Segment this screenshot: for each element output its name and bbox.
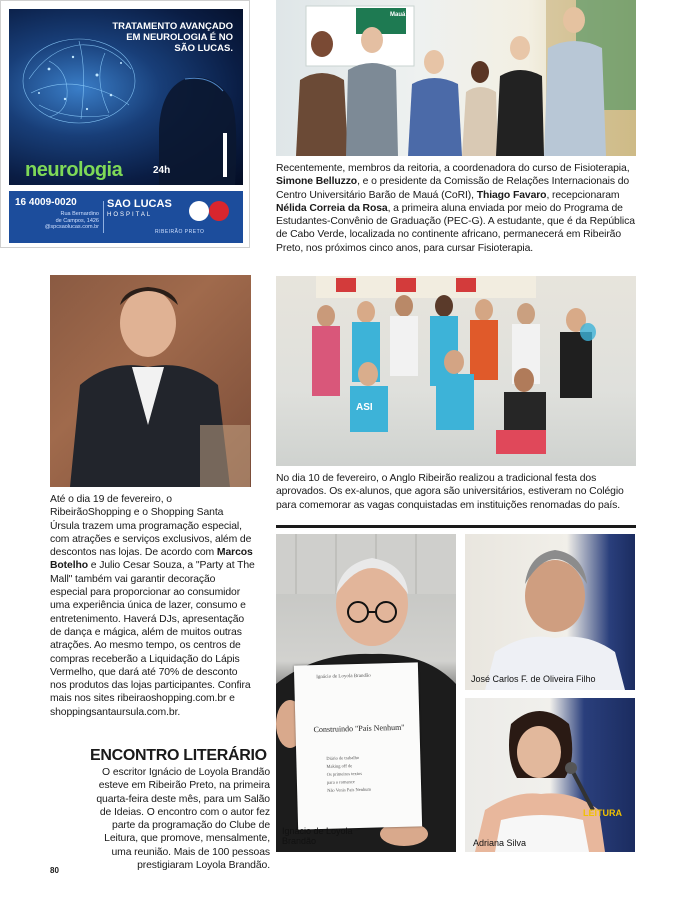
ad-divider: [103, 201, 104, 233]
shopping-article: [50, 493, 255, 719]
sign-text: Mauá: [390, 12, 406, 18]
ignacio-photo: [276, 534, 456, 852]
star-seal-icon: [209, 201, 229, 221]
ad-phone: 16 4009-0020: [15, 197, 77, 208]
hospital-logo: [107, 199, 172, 221]
group-photo-icon: [276, 0, 636, 156]
accreditation-seal-icon: [189, 201, 209, 221]
reitoria-group-photo: [276, 0, 636, 156]
manuscript-title: Construindo "País Nenhum": [313, 722, 405, 735]
literario-article-text: O escritor Ignácio de Loyola Brandão esteve em Ribeirão Preto, na primeira quarta-feira deste mês, para um Salão de Ideias. O encontro com o autor fez parte da programação do Clube de Leitura, que promove, mensalmente, uma reunião. Mais de 100 pessoas prestigiaram Loyola Brandão.: [96, 767, 270, 872]
manuscript-line: Não Verás País Nenhum: [327, 786, 371, 793]
manuscript-line: para o romance: [326, 779, 355, 785]
shopping-executive-photo: [50, 275, 251, 487]
hospital-city: RIBEIRÃO PRETO: [155, 229, 205, 235]
ad-brand-word: neurologia: [25, 159, 123, 181]
jose-label: José Carlos F. de Oliveira Filho: [471, 674, 596, 684]
manuscript-lines: [326, 754, 371, 795]
hospital-name: SAO LUCAS: [107, 198, 172, 210]
anglo-caption-text: No dia 10 de fevereiro, o Anglo Ribeirão realizou a tradicional festa dos aprovados. Os ex-alunos, que agora são universitários, estiveram no Colégio para comemorar as vagas conquistadas em instituições renomadas do país.: [276, 473, 624, 511]
portrait-icon: [50, 275, 251, 487]
portrait-icon: [465, 534, 635, 690]
ad-address-line: @spcsaolucas.com.br: [44, 224, 99, 230]
manuscript-line: Os primeiros textos: [326, 770, 363, 777]
reitoria-caption: [276, 162, 636, 255]
jose-carlos-photo: [465, 534, 635, 690]
ad-headline: TRATAMENTO AVANÇADO EM NEUROLOGIA É NO SÃO LUCAS.: [112, 21, 233, 54]
hospital-advertisement: [0, 0, 250, 248]
ad-address-line: Rua Bernardino: [60, 211, 99, 217]
manuscript: [294, 662, 422, 829]
manuscript-line: Diário de trabalho: [326, 754, 360, 761]
section-divider: [276, 525, 636, 528]
page-number: 80: [50, 866, 59, 875]
encontro-literario-headline: ENCONTRO LITERÁRIO: [90, 747, 267, 764]
ad-address-line: de Campos, 1426: [55, 217, 99, 224]
ignacio-label: Ignácio de Loyola Brandão: [282, 826, 353, 846]
banner-text: LEITURA: [583, 808, 622, 818]
reitoria-caption-text: Recentemente, membros da reitoria, a coordenadora do curso de Fisioterapia, Simone Belluzzo, e o presidente da Comissão de Relações Internacionais do Centro Universitário Barão de Mauá (CoRI), Thiago Favaro, recepcionaram Nélida Correia da Rosa, a primeira aluna enviada por meio do Programa de Estudantes-Convênio de Graduação (PEC-G). A estudante, que é da República de Cabo Verde, localizada no continente africano, permanecerá em Ribeirão Preto, nos próximos cinco anos, para cursar Fisioterapia.: [276, 163, 635, 254]
ad-brain-visual: [9, 9, 243, 185]
adriana-photo: [465, 698, 635, 852]
ad-contact-bar: [9, 191, 243, 243]
hospital-sub: HOSPITAL: [107, 212, 153, 218]
ad-address: [19, 211, 99, 231]
anglo-caption: [276, 472, 638, 512]
party-photo-icon: [276, 276, 636, 466]
manuscript-header: Ignácio de Loyola Brandão: [316, 673, 371, 681]
anglo-party-photo: [276, 276, 636, 466]
speaker-photo-icon: [465, 698, 635, 852]
adriana-label: Adriana Silva: [473, 838, 527, 848]
manuscript-line: Making off de: [326, 763, 353, 769]
tshirt-text: ASI: [356, 402, 373, 413]
ad-hours: 24h: [153, 165, 171, 176]
shopping-article-text: Até o dia 19 de fevereiro, o RibeirãoShopping e o Shopping Santa Úrsula trazem uma programação especial, com atrações e serviços exclusivos, além de descontos nas lojas. De acordo com Marcos Botelho e Julio Cesar Souza, a "Party at The Mall" também vai garantir decoração especial para proporcionar ao consumidor uma experiência única de lazer, consumo e entretenimento. Haverá DJs, apresentação de dança e mágica, além de muitos outras atrações. Ao mesmo tempo, os centros de compras receberão a Liquidação do Lápis Vermelho, que dará até 70% de desconto nos produtos das lojas participantes. Confira mais nos sites ribeiraoshopping.com.br e shoppingsantaursula.com.br.: [50, 494, 255, 718]
literario-article: [90, 766, 270, 872]
